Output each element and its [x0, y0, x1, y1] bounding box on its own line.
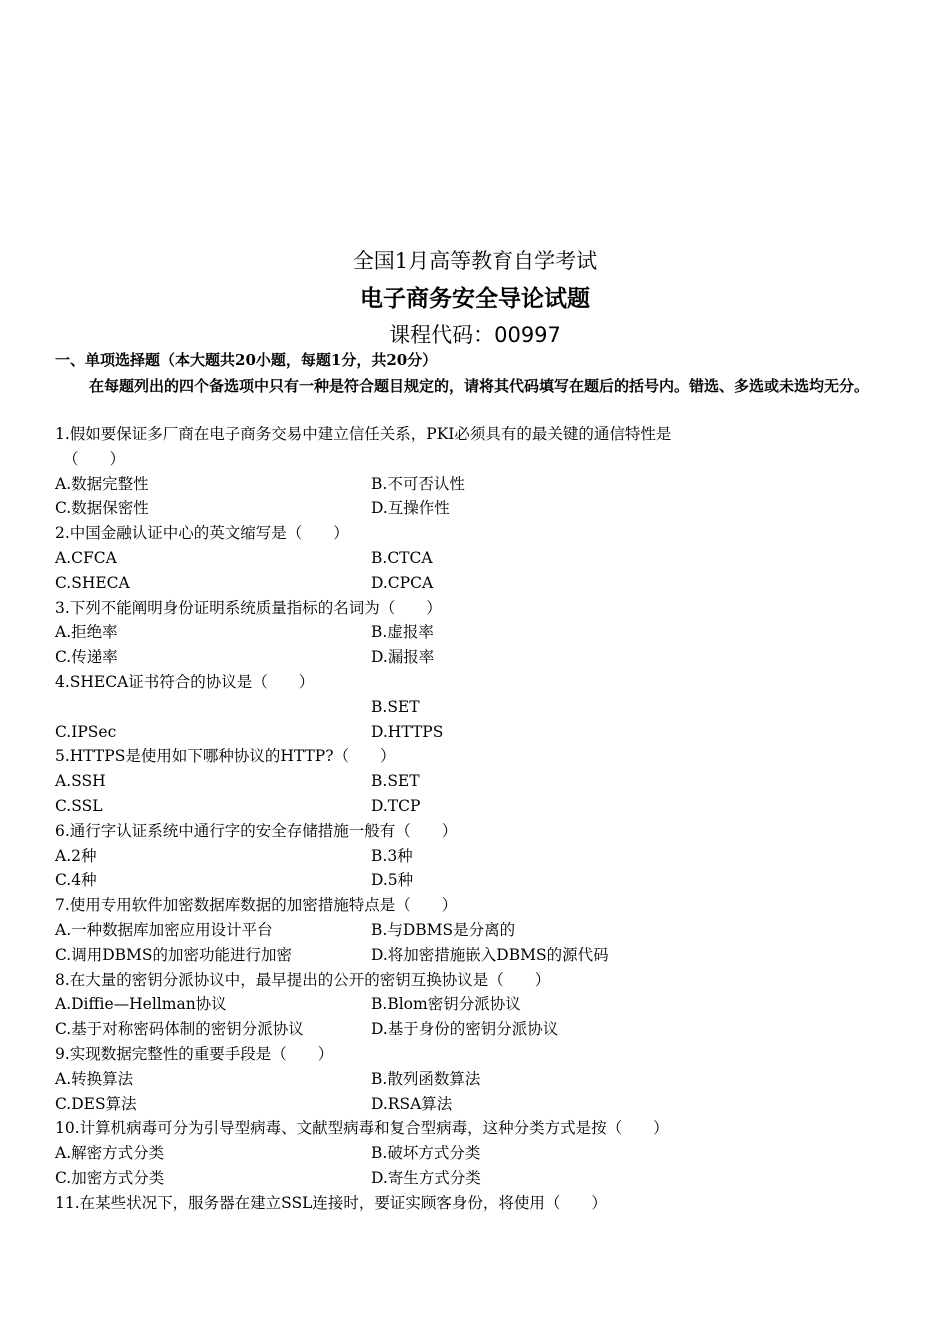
option-d: D.HTTPS	[371, 722, 444, 741]
option-d: D.5种	[371, 871, 414, 890]
question-stem: 1.假如要保证多厂商在电子商务交易中建立信任关系，PKI必须具有的最关键的通信特性是	[55, 425, 672, 443]
option-b: B.3种	[371, 846, 413, 865]
option-b: B.破坏方式分类	[371, 1144, 481, 1163]
option-row	[55, 645, 915, 670]
option-row	[55, 1017, 915, 1042]
option-b: B.不可否认性	[371, 474, 465, 493]
option-b: B.散列函数算法	[371, 1069, 481, 1088]
option-row	[55, 794, 915, 819]
section-heading: 一、单项选择题（本大题共20小题，每题1分，共20分）	[55, 351, 438, 369]
answer-bracket: （ ）	[63, 449, 126, 468]
option-b: B.与DBMS是分离的	[371, 920, 516, 939]
option-c: C.传递率	[55, 648, 118, 667]
option-c: C.DES算法	[55, 1094, 137, 1113]
option-a: A.Diffie—Hellman协议	[55, 995, 227, 1014]
option-c: C.基于对称密码体制的密钥分派协议	[55, 1020, 304, 1039]
course-code: 课程代码：00997	[389, 323, 561, 347]
question-stem: 3.下列不能阐明身份证明系统质量指标的名词为（ ）	[55, 598, 442, 617]
exam-title: 全国1月高等教育自学考试	[352, 249, 598, 273]
question-stem: 4.SHECA证书符合的协议是（ ）	[55, 672, 315, 691]
option-d: D.基于身份的密钥分派协议	[371, 1020, 559, 1039]
option-row	[55, 1092, 915, 1117]
option-b: B.虚报率	[371, 623, 434, 642]
option-row	[55, 868, 915, 893]
option-row	[55, 943, 915, 968]
option-d: D.TCP	[371, 796, 421, 815]
option-row	[55, 1166, 915, 1191]
option-row	[55, 496, 915, 521]
option-c: C.加密方式分类	[55, 1168, 165, 1187]
option-b: B.Blom密钥分派协议	[371, 995, 521, 1014]
option-row	[55, 472, 915, 497]
option-d: D.寄生方式分类	[371, 1168, 481, 1187]
option-row	[55, 571, 915, 596]
option-a: A.一种数据库加密应用设计平台	[55, 920, 273, 939]
option-row	[55, 546, 915, 571]
question-stem: 6.通行字认证系统中通行字的安全存储措施一般有（ ）	[55, 821, 458, 840]
option-d: D.漏报率	[371, 648, 435, 667]
option-d: D.CPCA	[371, 573, 434, 592]
option-row	[55, 1067, 915, 1092]
option-row	[55, 720, 915, 745]
option-row	[55, 918, 915, 943]
option-a: A.SSH	[55, 772, 106, 791]
option-row	[55, 620, 915, 645]
question-stem: 10.计算机病毒可分为引导型病毒、文献型病毒和复合型病毒，这种分类方式是按（ ）	[55, 1119, 669, 1138]
section-instruction: 在每题列出的四个备选项中只有一种是符合题目规定的，请将其代码填写在题后的括号内。错选、多选或未选均无分。	[89, 377, 870, 395]
option-b: B.SET	[371, 772, 420, 791]
option-b: B.SET	[371, 697, 420, 716]
option-c: C.数据保密性	[55, 499, 149, 518]
option-row	[55, 769, 915, 794]
option-row	[55, 992, 915, 1017]
question-stem: 2.中国金融认证中心的英文缩写是（ ）	[55, 524, 349, 543]
subject-title: 电子商务安全导论试题	[360, 286, 590, 312]
option-d: D.互操作性	[371, 499, 450, 518]
question-stem: 11.在某些状况下，服务器在建立SSL连接时，要证实顾客身份，将使用（ ）	[55, 1193, 607, 1212]
question-stem: 9.实现数据完整性的重要手段是（ ）	[55, 1044, 334, 1063]
option-a: A.CFCA	[55, 548, 117, 567]
question-stem: 7.使用专用软件加密数据库数据的加密措施特点是（ ）	[55, 896, 458, 915]
option-b: B.CTCA	[371, 548, 433, 567]
option-c: C.IPSec	[55, 722, 117, 741]
option-d: D.将加密措施嵌入DBMS的源代码	[371, 945, 609, 964]
question-list	[55, 422, 915, 1216]
option-a: A.转换算法	[55, 1069, 134, 1088]
option-row	[55, 695, 915, 720]
option-d: D.RSA算法	[371, 1094, 453, 1113]
option-c: C.SSL	[55, 796, 103, 815]
question-stem: 5.HTTPS是使用如下哪种协议的HTTP?（ ）	[55, 747, 396, 766]
option-c: C.4种	[55, 871, 97, 890]
option-row	[55, 1141, 915, 1166]
option-a: A.2种	[55, 846, 97, 865]
option-row	[55, 844, 915, 869]
option-a: A.数据完整性	[55, 474, 149, 493]
option-c: C.调用DBMS的加密功能进行加密	[55, 945, 293, 964]
option-a: A.解密方式分类	[55, 1144, 165, 1163]
question-stem: 8.在大量的密钥分派协议中，最早提出的公开的密钥互换协议是（ ）	[55, 970, 551, 989]
option-c: C.SHECA	[55, 573, 130, 592]
option-a: A.拒绝率	[55, 623, 118, 642]
